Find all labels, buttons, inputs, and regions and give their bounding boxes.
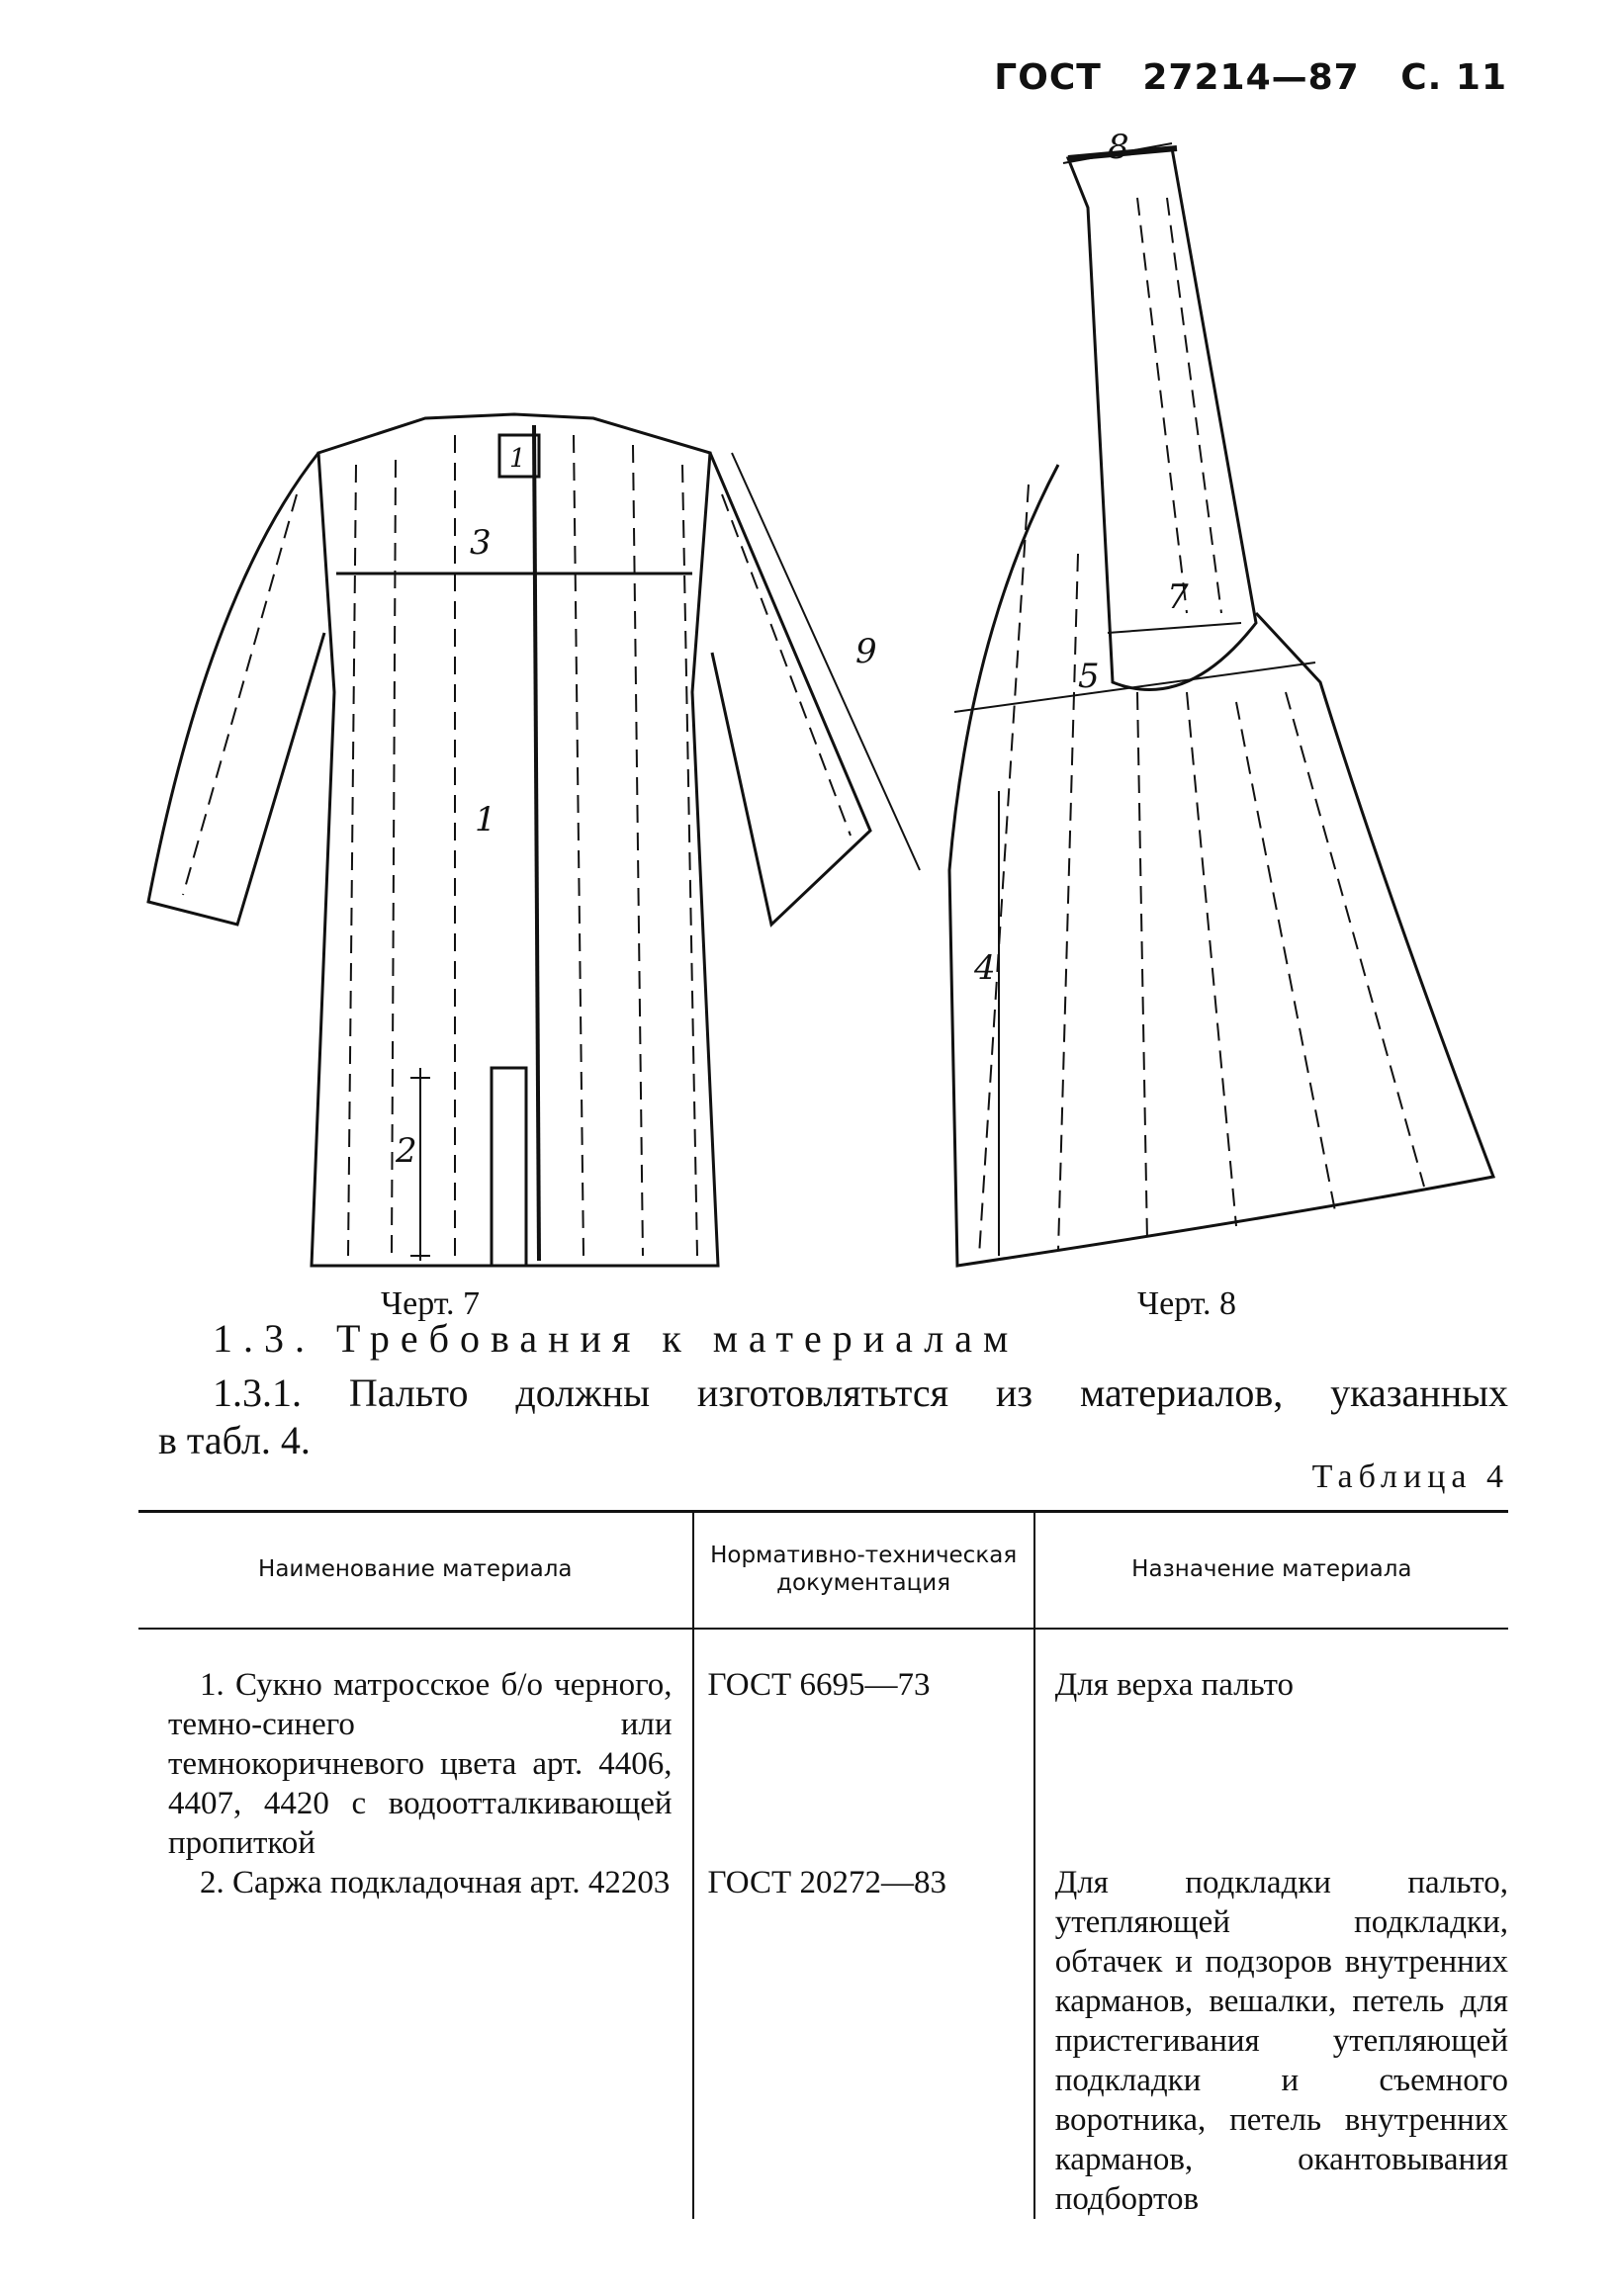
material-cell: 1. Сукно матросское б/о черного, темно-синего или темнокоричневого цвета арт. 4406, 4407, 4420 с водоотталкивающей пропиткой [168,1667,673,1861]
header-material-name: Наименование материала [258,1556,573,1582]
doc-cell: ГОСТ 6695—73 [693,1629,1034,1863]
fig8-label-7: 7 [1167,577,1189,617]
materials-table [138,1510,1508,2219]
header-normative-doc: Нормативно-техническая документация [693,1512,1034,1630]
fig7-label-9: 9 [855,632,877,671]
fig8-label-8: 8 [1108,128,1129,167]
table-row [138,1629,1508,1863]
header-page: С. 11 [1400,57,1507,98]
figure-7-coat-back [148,414,920,1266]
table-row [138,1863,1508,2219]
doc-cell: ГОСТ 20272—83 [693,1863,1034,2219]
header-purpose: Назначение материала [1034,1512,1508,1630]
sleeve-up-outline [1068,148,1256,690]
paragraph-1-3-1 [158,1369,1508,1464]
paragraph-line-2: в табл. 4. [158,1418,311,1462]
table-header-row [138,1512,1508,1630]
figure-8-coat-side [949,143,1493,1266]
vent-pleat [492,1068,526,1266]
header-standard: ГОСТ [994,57,1102,98]
fig7-label-3: 3 [470,523,492,563]
right-sleeve-outline [710,453,870,925]
fig7-box-label: 1 [509,444,526,474]
fig7-label-1: 1 [475,800,496,839]
seam-lines [183,435,851,1256]
purpose-cell: Для верха пальто [1034,1629,1508,1863]
fig8-label-5: 5 [1078,657,1100,696]
section-heading: 1.3. Требования к материалам [213,1316,1020,1361]
table-title: Таблица 4 [1311,1458,1509,1495]
side-seam-lines [979,198,1424,1256]
material-cell: 2. Саржа подкладочная арт. 42203 [200,1865,671,1900]
fig7-label-2: 2 [396,1131,417,1171]
paragraph-line-1: 1.3.1. Пальто должны изготовлятьтся из материалов, указанных [213,1370,1508,1415]
figure-8-caption: Черт. 8 [1137,1285,1237,1322]
hip-line [954,662,1315,712]
purpose-cell: Для подкладки пальто, утепляющей подкладки, обтачек и подзоров внутренних карманов, вешалки, петель для пристегивания утепляющей подкладки и съемного воротника, петель внутренних карманов, окантовывания подбортов [1034,1863,1508,2219]
back-slit-line [534,425,539,1261]
fig8-label-4: 4 [974,948,996,988]
coat-body-outline [312,414,718,1266]
left-sleeve-outline [148,453,324,925]
figure-7-caption: Черт. 7 [381,1285,481,1322]
header-number: 27214—87 [1142,57,1360,98]
coat-side-outline [949,465,1493,1266]
